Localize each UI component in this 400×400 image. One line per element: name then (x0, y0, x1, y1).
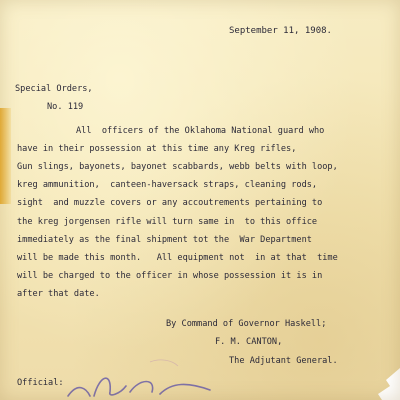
special-orders-heading: Special Orders, (15, 84, 93, 94)
order-number: No. 119 (47, 102, 84, 112)
body-line: kreg ammunition, canteen-haversack straps, cleaning rods, (17, 180, 318, 190)
paper-stain (0, 108, 11, 204)
document-date: September 11, 1908. (229, 26, 332, 36)
body-line: after that date. (17, 289, 100, 299)
command-line: By Command of Governor Haskell; (166, 319, 327, 329)
body-line: Gun slings, bayonets, bayonet scabbards, webb belts with loop, (17, 162, 338, 172)
signatory-title: The Adjutant General. (229, 356, 338, 366)
body-line: All officers of the Oklahoma National guard who (76, 126, 325, 136)
official-label: Official: (17, 378, 64, 388)
body-line: sight and muzzle covers or any accoutrements pertaining to (17, 198, 323, 208)
torn-corner (360, 360, 400, 400)
signatory-name: F. M. CANTON, (215, 337, 283, 347)
body-line: have in their possession at this time any Kreg rifles, (17, 144, 297, 154)
body-line: will be made this month. All equipment not in at that time (17, 253, 338, 263)
body-line: immediately as the final shipment tot the War Department (17, 235, 312, 245)
body-line: will be charged to the officer in whose possession it is in (17, 271, 323, 281)
handwritten-signature (60, 352, 220, 400)
body-line: the kreg jorgensen rifle will turn same in to this office (17, 217, 318, 227)
